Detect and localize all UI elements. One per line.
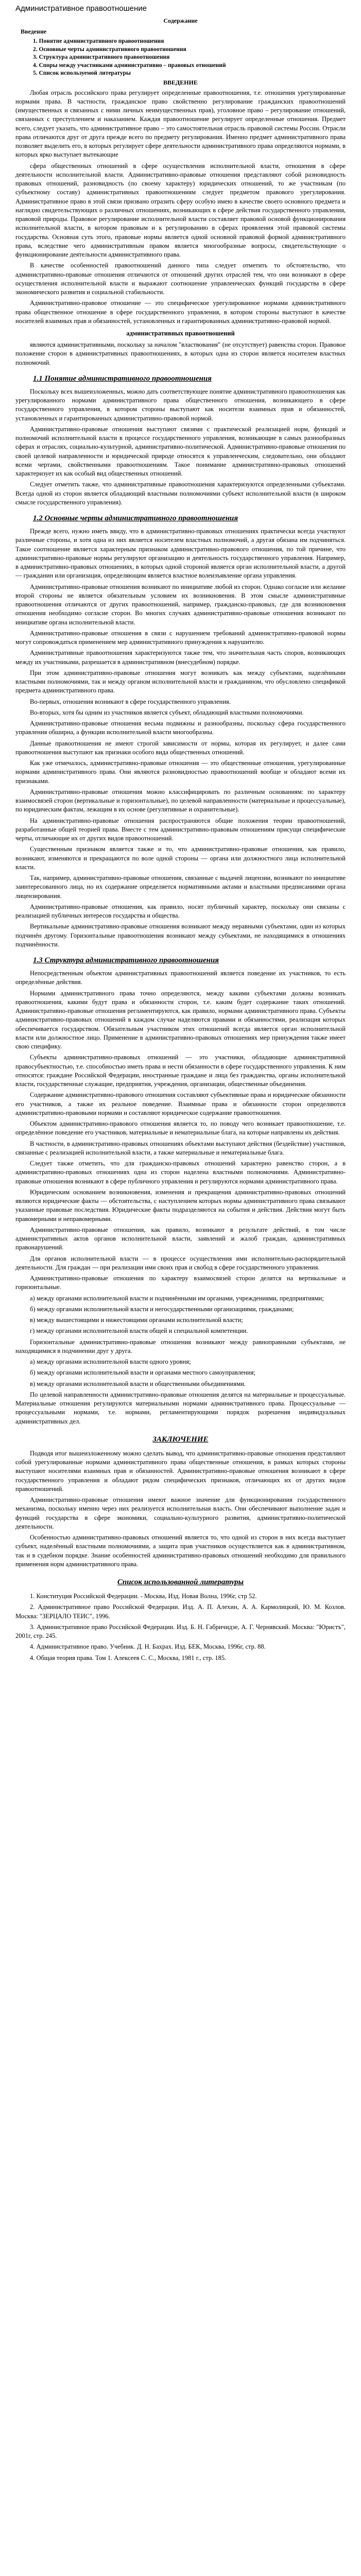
paragraph: г) между органами исполнительной власти общей и специальной компетенции. <box>30 1327 248 1335</box>
paragraph: В частности, в административно-правовых отношениях объектами выступают действия (бездействие) участников, связанные с реализацией исполнительной власти, а также материальные и нематериальные блага. <box>15 1140 346 1156</box>
references-list <box>15 1592 346 1663</box>
paragraph: Нормами административного права точно определяются, между какими субъектами должны возникать правоотношения, какими будут права и обязанности сторон, т.е. каким будет содержание таких отношений. Административно-правовые отношения регламентируются, как правило, нормами административного права. Субъекты административно-правовых отношений в каждом случае наделяются правами и обязанностями, реализация которых обеспечивается государством. Обязательным участником этих отношений всегда является орган исполнительной власти или должностное лицо. Применение в административно-правовых отношениях мер принуждения также имеет свою специфику. <box>15 989 346 1050</box>
paragraph: Административно-правовые отношения весьма подвижны и разнообразны, поскольку сфера государственного управления обширна, а функции исполнительной власти многообразны. <box>15 720 346 736</box>
paragraph: Административно-правовое отношение — это специфическое урегулированное нормами административного права общественное отношение в сфере государственного управления, в котором стороны выступают в качестве носителей взаимных прав и обязанностей, установленных и гарантированных административно-правовой нормой. <box>15 299 346 325</box>
paragraph: а) между органами исполнительной власти одного уровня; <box>30 1358 191 1366</box>
paragraph: Вертикальные административно-правовые отношения возникают между неравными субъектами, один из которых подчинён другому. Горизонтальные правоотношения возникают между субъектами, не находящимися в отношениях подчинённости. <box>15 923 346 948</box>
paragraph: Так, например, административно-правовые отношения, связанные с выдачей лицензии, возникают по инициативе заинтересованного лица, но их содержание определяется нормативными актами и властными предписаниями органа лицензирования. <box>15 874 346 900</box>
paragraph: Административные правоотношения характеризуются также тем, что значительная часть споров, возникающих между их участниками, разрешается в административном (внесудебном) порядке. <box>15 649 346 666</box>
reference-item: 2. Административное право Российской Федерации. Изд. А. П. Алехин, А. А. Кармолицкий, Ю. М. Козлов. Москва: "ЗЕРЦАЛО ТЕИС", 1996. <box>15 1603 346 1620</box>
toc-list <box>33 38 346 78</box>
paragraph: в) между вышестоящими и нижестоящими органами исполнительной власти; <box>30 1316 243 1324</box>
paragraph: Горизонтальные административно-правовые отношения возникают между равноправными субъектами, не находящимися в подчинении друг у друга. <box>15 1338 346 1354</box>
section-1-heading: 1.1 Понятие административного правоотношения <box>33 374 212 383</box>
section-2-heading: 1.2 Основные черты административного правоотношения <box>33 514 238 523</box>
conclusion-body <box>15 1449 346 1569</box>
paragraph: Следует отметить также, что административные правоотношения характеризуются определенными субъектами. Всегда одной из сторон является обладающий властными полномочиями субъект исполнительной власти (в широком смысле государственного управления). <box>15 481 346 506</box>
paragraph: Поскольку всех вышеизложенных, можно дать соответствующее понятие административного правоотношения как урегулированного нормами административного права общественного отношения, возникающего в сфере государственного управления, в котором стороны выступают как носители взаимных прав и обязанностей, установленных и гарантированных административно-правовой нормой. <box>15 387 346 422</box>
paragraph: Во-первых, отношения возникают в сфере государственного управления. <box>30 698 231 705</box>
section-3-heading: 1.3 Структура административного правоотношения <box>33 956 219 965</box>
paragraph: Как уже отмечалось, административно-правовые отношения — это общественные отношения, урегулированные нормами административного права. Они являются разновидностью правоотношений вообще и обладают всеми их признаками. <box>15 759 346 785</box>
intro-body <box>15 89 346 326</box>
reference-item: 4. Административное право. Учебник. Д. Н. Бахрах. Изд. БЕК, Москва, 1996г, стр. 88. <box>30 1643 266 1651</box>
paragraph: Административно-правовые отношения выступают связями с практической реализацией норм, функций и полномочий исполнительной власти в процессе государственного управления, возникающие в самых разнообразных сферах и отраслях, социально-культурной, административно-политической. Административно-правовые отношения по своей целевой направленности и юридической природе относятся к управленческим, следовательно, они обладают всеми чертами, свойственными правоотношениям. Такое понимание административно-правовых отношений характеризует их как особый вид общественных отношений. <box>15 425 346 478</box>
paragraph: Содержание административно-правового отношения составляют субъективные права и юридические обязанности его участников, а также их реальное поведение. Взаимные права и обязанности сторон определяются административно-правовыми нормами и составляют юридическое содержание правоотношения. <box>15 1091 346 1116</box>
document-title: Административное правоотношение <box>15 4 147 13</box>
paragraph: По целевой направленности административно-правовые отношения делятся на материальные и процессуальные. Материальные отношения регулируются материальными нормами административного права. Процессуальные — процессуальными нормами, т.е. нормами, регламентирующими порядок разрешения индивидуальных административных дел. <box>15 1391 346 1425</box>
paragraph: При этом административно-правовые отношения могут возникать как между субъектами, наделёнными властными полномочиями, так и между органом исполнительной власти и гражданином, что обусловлено спецификой предмета административного права. <box>15 669 346 694</box>
paragraph: являются административными, поскольку за началом "властвования" (не отсутствует) равенства сторон. Правовое положение сторон в административных правоотношениях, в которых одна из сторон является носителем властных полномочий. <box>15 341 346 366</box>
paragraph: Любая отрасль российского права регулирует определенные правоотношения, т.е. отношения урегулированные нормами права. В частности, гражданское право свойственно регулирование гражданских правоотношений (имущественных и связанных с ними личных неимущественных прав), уголовное право – регулирование отношений, связанных с преступлением и наказанием. Каждая правоотношение регулирует определенные отношения. Предмет всего, следует указать, что административное право – это самостоятельная отрасль правовой системы России. Отрасли права отличаются друг от друга прежде всего по предмету регулирования. Именно предмет административного права позволяет выделить его, в которых регулирует сфере деятельности административного права определяются нормами, в которых ярко выступает вытекающие <box>15 89 346 159</box>
toc-item: 1. Понятие административного правоотношения <box>33 38 164 44</box>
toc-item: 4. Споры между участниками административно – правовых отношений <box>33 62 226 69</box>
paragraph: б) между органами исполнительной власти и органами местного самоуправления; <box>30 1369 255 1377</box>
paragraph: Объектом административно-правового отношения является то, по поводу чего возникает правоотношение, т.е. определённое поведение его участников, материальные и нематериальные блага, на которые направлены их действия. <box>15 1120 346 1137</box>
toc-intro-link: Введение <box>21 28 47 35</box>
section-1-body <box>15 387 346 507</box>
paragraph: Административно-правовые отношения в связи с нарушением требований административно-правовой нормы могут сопровождаться применением мер административного принуждения к нарушителю. <box>15 629 346 646</box>
reference-item: 3. Административное право Российской Федерации. Изд. Б. Н. Габричидзе, А. Г. Чернявский. Москва: "Юристъ", 2001г, стр. 245. <box>15 1623 346 1640</box>
paragraph: Административно-правовые отношения можно классифицировать по различным основаниям: по характеру взаимосвязей сторон (вертикальные и горизонтальные), по целевой направленности (материальные и процессуальные), по юридическим фактам, лежащим в их основе (регулятивные и охранительные). <box>15 788 346 814</box>
paragraph: Административно-правовые отношения, как правило, носят публичный характер, поскольку они связаны с реализацией публичных интересов государства и общества. <box>15 903 346 920</box>
paragraph: в) между органами исполнительной власти и общественными объединениями. <box>30 1380 246 1387</box>
toc-item: 3. Структура административного правоотношения <box>33 54 170 61</box>
intro-subheading: административных правоотношений <box>126 330 235 337</box>
section-3-body <box>15 969 346 1426</box>
paragraph: Юридическим основанием возникновения, изменения и прекращения административно-правовых отношений являются юридические факты — обстоятельства, с наступлением которых нормы административного права связывают указанные правовые последствия. Юридические факты подразделяются на события и действия. Действия могут быть правомерными и неправомерными. <box>15 1188 346 1223</box>
conclusion-heading: ЗАКЛЮЧЕНИЕ <box>152 1435 209 1444</box>
toc-heading: Содержание <box>163 17 198 24</box>
paragraph: Субъекты административно-правовых отношений — это участники, обладающие административной правосубъектностью, т.е. способностью иметь права и нести обязанности в сфере государственного управления. К ним относятся: граждане Российской Федерации, иностранные граждане и лица без гражданства, органы исполнительной власти, государственные служащие, предприятия, учреждения, организации, общественные объединения. <box>15 1054 346 1088</box>
paragraph: Для органов исполнительной власти — в процессе осуществления ими исполнительно-распорядительной деятельности. Для граждан — при реализации ими своих прав и свобод в сфере государственного управления. <box>15 1255 346 1271</box>
paragraph: Во-вторых, хотя бы одним из участников является субъект, обладающий властными полномочиями. <box>30 708 304 716</box>
paragraph: Непосредственным объектом административных правоотношений является поведение их участников, то есть определённые действия. <box>15 970 346 986</box>
toc-item: 2. Основные черты административного правоотношения <box>33 46 186 53</box>
paragraph: Данные правоотношения не имеют строгой зависимости от нормы, которая их регулирует, и далее сами правоотношения выступают как признаки особого вида общественных отношений. <box>15 739 346 756</box>
paragraph: а) между органами исполнительной власти и подчинёнными им органами, учреждениями, предприятиями; <box>30 1294 324 1302</box>
paragraph: Прежде всего, нужно иметь ввиду, что в административно-правовых отношениях практически всегда участвуют различные стороны, и хотя одна из них является носителем властных полномочий, а другая обязана им подчиняться. Такое соотношение является характерным признаком административно-правового отношения, по той причине, что административно-правовые нормы регулируют организацию и деятельность государственного управления. Например, в административно-правовых отношениях, в которых одной стороной является орган исполнительной власти, а другой — гражданин или организация, определяющим является властное волеизъявление органа управления. <box>15 528 346 580</box>
paragraph: Подводя итог вышеизложенному можно сделать вывод, что административно-правовые отношения представляют собой урегулированные нормами административного права общественные отношения, в рамках которых стороны выступают носителями взаимных прав и обязанностей. Административно-правовые отношения возникают в сфере государственного управления и обладают рядом специфических признаков, отличающих их от других видов правоотношений. <box>15 1449 346 1493</box>
paragraph: б) между органами исполнительной власти и негосударственными организациями, гражданами; <box>30 1305 294 1313</box>
toc-item: 5. Список используемой литературы <box>33 70 131 77</box>
paragraph: сфера общественных отношений в сфере осуществления исполнительной власти, отношения в сфере деятельности исполнительной власти. Административно-правовые отношения представляют собой разновидность правовых отношений, разновидность (по своему характеру) юридических отношений, то же участникам (по субъектному составу) административных правоотношениям следует предметом правового урегулирования. Административное право в этой связи призвано отразить сферу особую имею в качестве своего основного предмета и наглядно свидетельствующих о различных отношениях, возникающих в сфере действия государственного управления, правовой природы. Правовое регулирование исполнительной власти составляет правовой основой функционирования исполнительной власти, в котором правовым и к регулированию в сферах проявления этой правовой системы государства. Основная суть этого, правовые нормы является одной основной правовой формой административного права, вследствие чего административным правом является многообразные вопросы, свидетельствующие о функционирование деятельности административного права. <box>15 162 346 259</box>
paragraph: Административно-правовые отношения имеют важное значение для функционирования государственного механизма, поскольку именно через них реализуется исполнительная власть. Они обеспечивают выполнение задач и функций государства в сфере экономики, социально-культурного развития, административно-политической деятельности. <box>15 1496 346 1530</box>
paragraph: Существенным признаком является также и то, что административно-правовые отношения, как правило, возникают, изменяются и прекращаются по воле одной стороны — органа или должностного лица исполнительной власти. <box>15 845 346 871</box>
reference-item: 1. Конституция Российской Федерации. - Москва, Изд. Новая Волна, 1996г, стр 52. <box>30 1592 257 1600</box>
intro-heading: ВВЕДЕНИЕ <box>163 78 198 86</box>
paragraph: Особенностью административно-правовых отношений является то, что одной из сторон в них всегда выступает субъект, наделённый властными полномочиями, а защита прав участников осуществляется как в административном, так и в судебном порядке. Знание особенностей административно-правовых отношений необходимо для правильного применения норм административного права. <box>15 1534 346 1568</box>
paragraph: В качестве особенностей правоотношений данного типа следует отметить то обстоятельство, что административно-правовые отношения отличаются от отношений других отраслей тем, что они возникают в сфере осуществления исполнительной власти и выражают соотношение управленческих функций государства в сфере экономического развития и социальной стабильности. <box>15 262 346 296</box>
paragraph: Следует также отметить, что для гражданско-правовых отношений характерно равенство сторон, а в административно-правовых отношениях одна из сторон наделена властными полномочиями. Административно-правовые отношения возникают в сфере публичного управления и регулируются нормами административного права. <box>15 1160 346 1185</box>
references-heading: Список использованной литературы <box>117 1578 244 1587</box>
paragraph: На административно-правовые отношения распространяются общие положения теории правоотношений, разработанные общей теорией права. Вместе с тем административно-правовым отношениям присущи специфические черты, отличающие их от других видов правоотношений. <box>15 817 346 842</box>
reference-item: 4. Общая теория права. Том 1. Алексеев С. С., Москва, 1981 г., стр. 185. <box>30 1654 227 1662</box>
section-2-body <box>15 527 346 949</box>
paragraph: Административно-правовые отношения возникают по инициативе любой из сторон. Однако согласие или желание второй стороны не является обязательным условием их возникновения. В этом смысле административные правоотношения отличаются от других правоотношений, например, гражданско-правовых, где для возникновения отношения необходимо согласие сторон. Во многих случаях административно-правовые отношения возникают по инициативе органа исполнительной власти. <box>15 583 346 626</box>
paragraph: Административно-правовые отношения по характеру взаимосвязей сторон делятся на вертикальные и горизонтальные. <box>15 1275 346 1291</box>
paragraph: Административно-правовые отношения, как правило, возникают в результате действий, в том числе административных актов органов исполнительной власти, заявлений и жалоб граждан, административных правонарушений. <box>15 1226 346 1251</box>
